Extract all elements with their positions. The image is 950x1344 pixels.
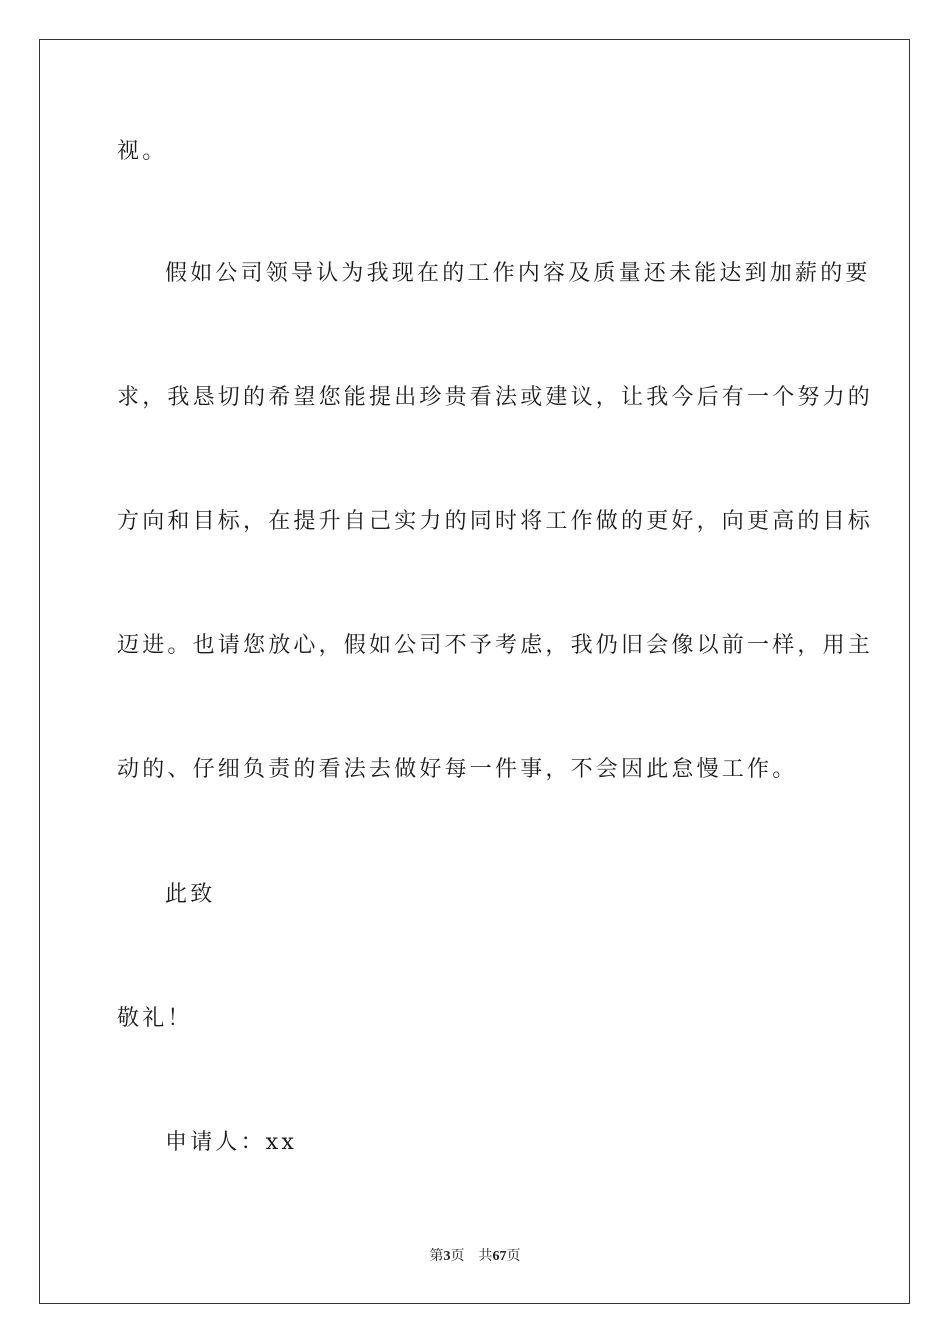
text-line-3: 求，我恳切的希望您能提出珍贵看法或建议，让我今后有一个努力的 [117, 385, 874, 410]
page-suffix: 页 [450, 1249, 465, 1264]
total-prefix: 共 [478, 1249, 493, 1264]
text-line-4: 方向和目标，在提升自己实力的同时将工作做的更好，向更高的目标 [117, 509, 874, 534]
page-prefix: 第 [429, 1249, 444, 1264]
closing-salutation: 此致 [165, 882, 216, 907]
closing-regards: 敬礼！ [117, 1006, 193, 1031]
applicant-signature: 申请人：xx [165, 1130, 298, 1155]
page-number: 3 [443, 1249, 451, 1264]
page-border [39, 39, 910, 1304]
text-line-1: 视。 [117, 139, 168, 164]
total-suffix: 页 [506, 1249, 521, 1264]
page-footer [0, 1248, 950, 1266]
text-line-2: 假如公司领导认为我现在的工作内容及质量还未能达到加薪的要 [165, 261, 871, 286]
text-line-6: 动的、仔细负责的看法去做好每一件事，不会因此怠慢工作。 [117, 757, 798, 782]
total-pages: 67 [492, 1249, 507, 1264]
text-line-5: 迈进。也请您放心，假如公司不予考虑，我仍旧会像以前一样，用主 [117, 633, 874, 658]
